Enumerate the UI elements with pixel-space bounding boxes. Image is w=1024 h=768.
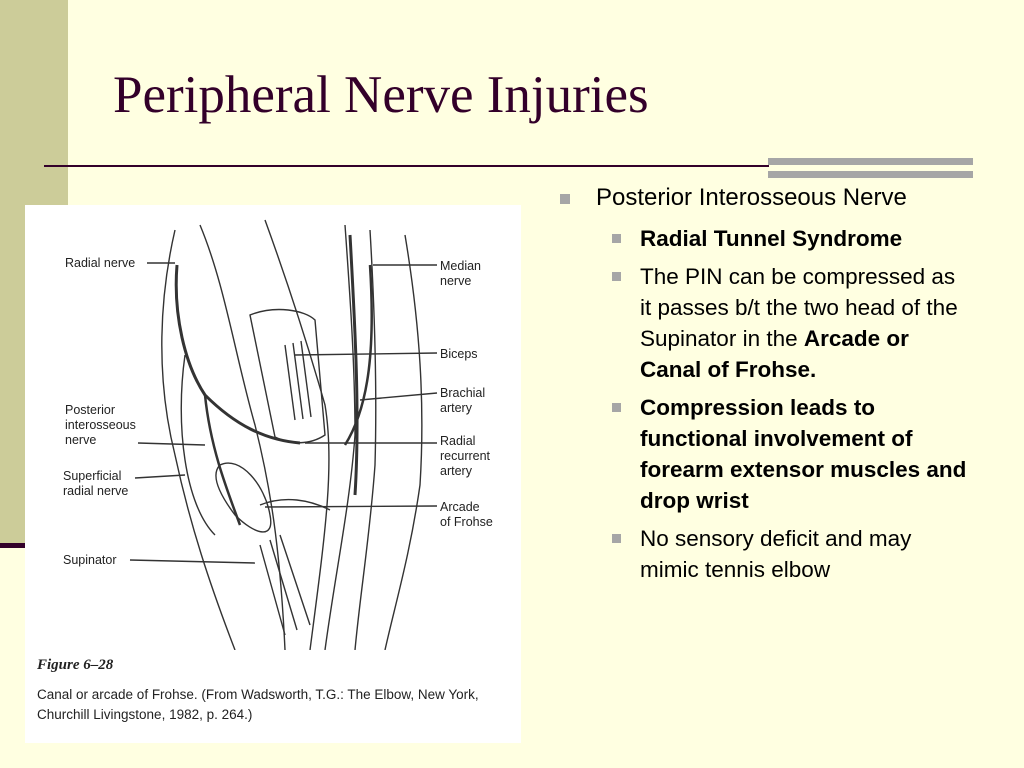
title-rule xyxy=(44,165,769,167)
label-median-nerve: Median nerve xyxy=(440,259,481,288)
title-rule-accent xyxy=(768,158,973,178)
label-brachial-artery: Brachial artery xyxy=(440,386,486,415)
label-radial-recurrent-artery: Radial recurrent artery xyxy=(440,434,491,478)
square-bullet-icon xyxy=(612,272,621,281)
sub-bullet-no-sensory xyxy=(560,523,970,585)
sub-bullet-bold: Arcade or Canal of Frohse. xyxy=(640,326,909,382)
figure-caption: Canal or arcade of Frohse. (From Wadsworth, T.G.: The Elbow, New York, Churchill Livingstone, 1982, p. 264.) xyxy=(37,687,479,722)
sub-bullet-text: No sensory deficit and may mimic tennis elbow xyxy=(640,526,912,582)
square-bullet-icon xyxy=(612,403,621,412)
label-radial-nerve: Radial nerve xyxy=(65,256,136,270)
sub-bullet-pin-compressed xyxy=(560,261,970,385)
sub-bullet-bold: Compression leads to functional involvement of forearm extensor muscles and drop wrist xyxy=(640,395,967,513)
figure-caption-title: Figure 6–28 xyxy=(37,657,114,673)
anatomy-figure xyxy=(25,205,521,743)
slide-title: Peripheral Nerve Injuries xyxy=(113,66,649,124)
heading-text: Posterior Interosseous Nerve xyxy=(596,184,907,211)
label-supinator: Supinator xyxy=(63,553,117,567)
square-bullet-icon xyxy=(612,534,621,543)
bullet-heading xyxy=(560,183,970,213)
sub-bullet-radial-tunnel xyxy=(560,223,970,254)
label-arcade-of-frohse: Arcade of Frohse xyxy=(440,500,493,529)
sub-bullet-compression xyxy=(560,392,970,516)
sub-bullet-bold: Radial Tunnel Syndrome xyxy=(640,226,903,251)
sub-bullet-text: The PIN can be compressed as it passes b/t the two head of the Supinator in the xyxy=(640,264,958,351)
label-posterior-interosseous-nerve: Posterior interosseous nerve xyxy=(65,403,136,447)
bullet-content xyxy=(560,183,970,592)
square-bullet-icon xyxy=(612,234,621,243)
label-biceps: Biceps xyxy=(440,347,478,361)
square-bullet-icon xyxy=(560,194,570,204)
label-superficial-radial-nerve: Superficial radial nerve xyxy=(63,469,129,498)
